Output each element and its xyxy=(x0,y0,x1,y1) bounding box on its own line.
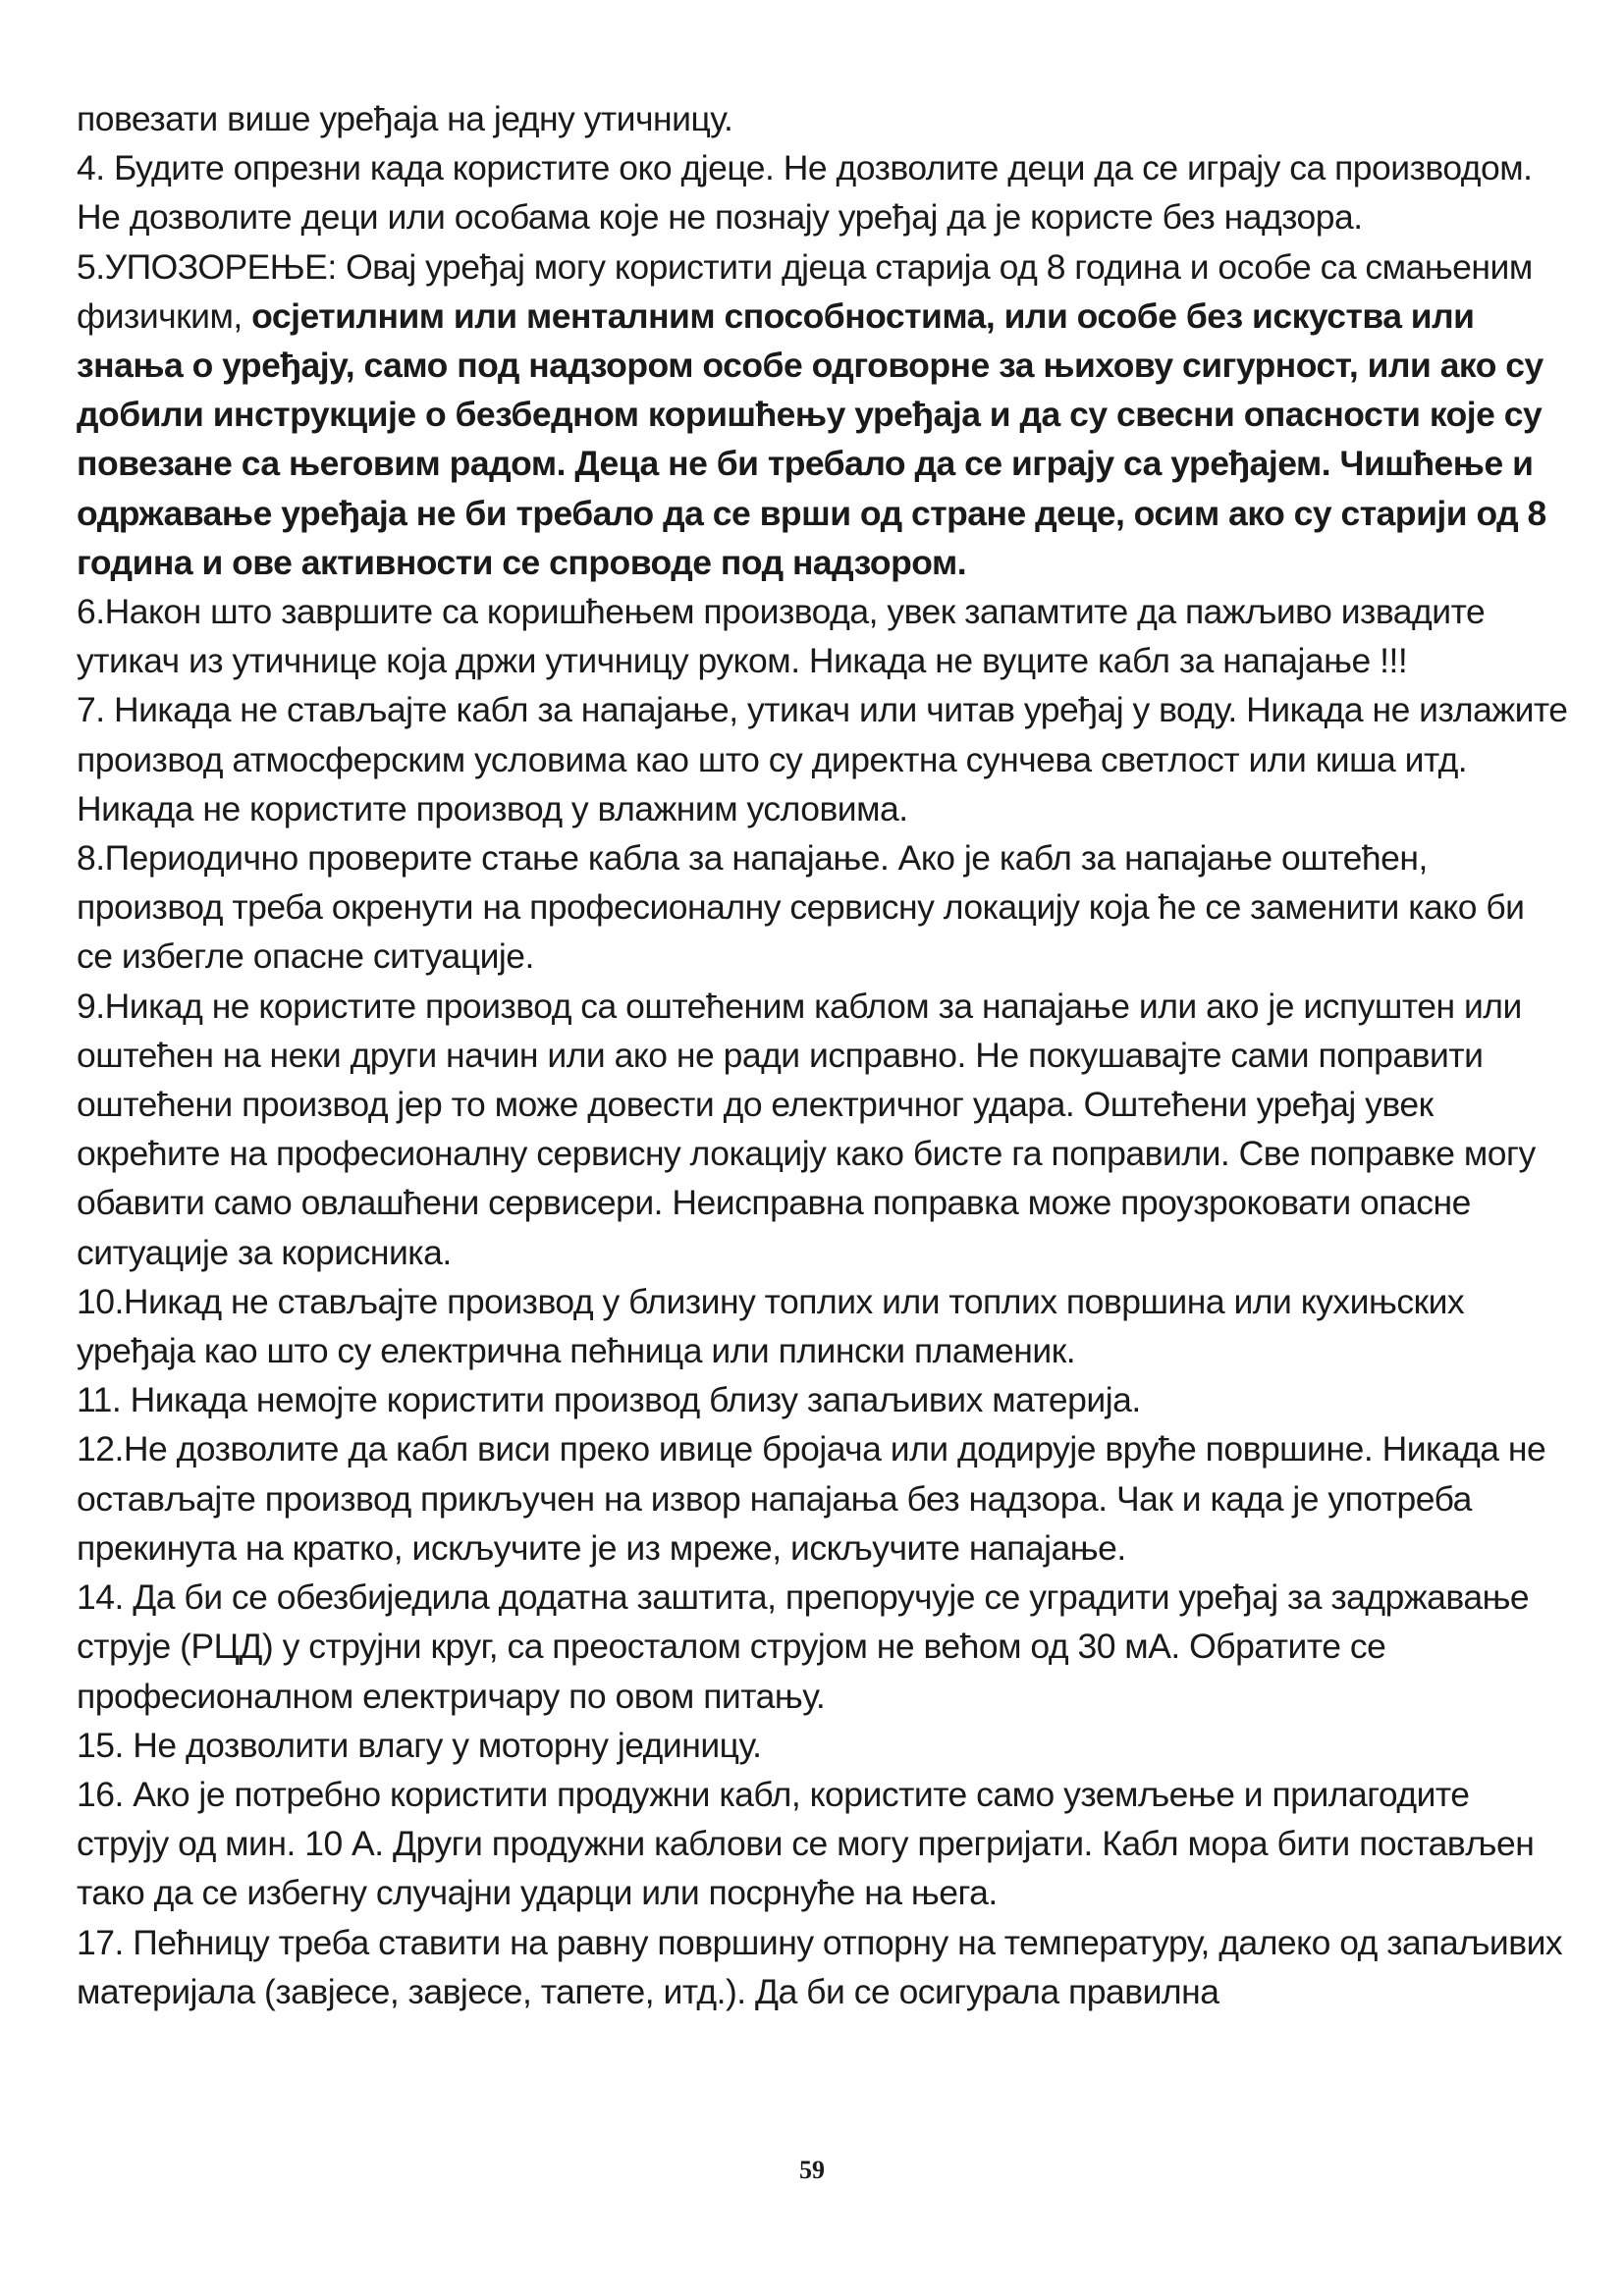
paragraph-11: 11. Никада немојте користити производ близу запаљивих материја. xyxy=(77,1380,1141,1420)
paragraph-16: 16. Ако је потребно користити продужни кабл, користите само уземљење и прилагодите струју од мин. 10 А. Други продужни каблови се могу прегријати. Кабл мора бити постављен тако да се избегну случајни ударци или посрнуће на њега. xyxy=(77,1774,1535,1913)
paragraph-4: 4. Будите опрезни када користите око дјеце. Не дозволите деци да се играју са производом. Не дозволите деци или особама које не познају уређај да је користе без надзора. xyxy=(77,148,1533,238)
paragraph-15: 15. Не дозволити влагу у моторну јединицу. xyxy=(77,1725,762,1765)
paragraph-10: 10.Никад не стављајте производ у близину топлих или топлих површина или кухињских уређаја као што су електрична пећница или плински пламеник. xyxy=(77,1281,1465,1371)
warning-regular-text: 5.УПОЗОРЕЊЕ: Овај уређај могу користити дјеца старија од 8 година и особе са смањеним физичким, xyxy=(77,246,1533,336)
paragraph-17: 17. Пећницу треба ставити на равну површину отпорну на температуру, далеко од запаљивих материјала (завјесе, завјесе, тапете, итд.). Да би се осигурала правилна xyxy=(77,1922,1563,2011)
paragraph-12: 12.Не дозволите да кабл виси преко ивице бројача или додирује вруће површине. Никада не остављајте производ прикључен на извор напајања без надзора. Чак и када је употреба прекинута на кратко, искључите је из мреже, искључите напајање. xyxy=(77,1429,1546,1568)
paragraph-6: 6.Након што завршите са коришћењем производа, увек запамтите да пажљиво извадите утикач из утичнице која држи утичницу руком. Никада не вуците кабл за напајање !!! xyxy=(77,592,1486,681)
warning-bold-text: осјетилним или менталним способностима, или особе без искуства или знања о уређају, само под надзором особе одговорне за њихову сигурност, или ако су добили инструкције о безбедном коришћењу уређаја и да су свесни опасности које су повезане са његовим радом. Деца не би требало да се играју са уређајем. Чишћење и одржавање уређаја не би требало да се врши од стране деце, осим ако су старији од 8 година и ове активности се спроводе под надзором. xyxy=(77,295,1546,582)
paragraph-8: 8.Периодично проверите стање кабла за напајање. Ако је кабл за напајање оштећен, производ треба окренути на професионалну сервисну локацију која ће се заменити како би се избегле опасне ситуације. xyxy=(77,838,1525,977)
document-body xyxy=(77,94,1569,2016)
page-number: 59 xyxy=(799,2156,825,2184)
paragraph-5-warning xyxy=(77,242,1569,587)
paragraph-9: 9.Никад не користите производ са оштећеним каблом за напајање или ако је испуштен или оштећен на неки други начин или ако не ради исправно. Не покушавајте сами поправити оштећени производ јер то може довести до електричног удара. Оштећени уређај увек окрећите на професионалну сервисну локацију како бисте га поправили. Све поправке могу обавити само овлашћени сервисери. Неисправна поправка може проузроковати опасне ситуације за корисника. xyxy=(77,986,1536,1272)
paragraph-continuation: повезати више уређаја на једну утичницу. xyxy=(77,99,733,138)
paragraph-7: 7. Никада не стављајте кабл за напајање, утикач или читав уређај у воду. Никада не излажите производ атмосферским условима као што су директна сунчева светлост или киша итд. Никада не користите производ у влажним условима. xyxy=(77,690,1568,828)
paragraph-14: 14. Да би се обезбиједила додатна заштита, препоручује се уградити уређај за задржавање струје (РЦД) у струјни круг, са преосталом струјом не већом од 30 мА. Обратите се професионалном електричару по овом питању. xyxy=(77,1577,1530,1716)
